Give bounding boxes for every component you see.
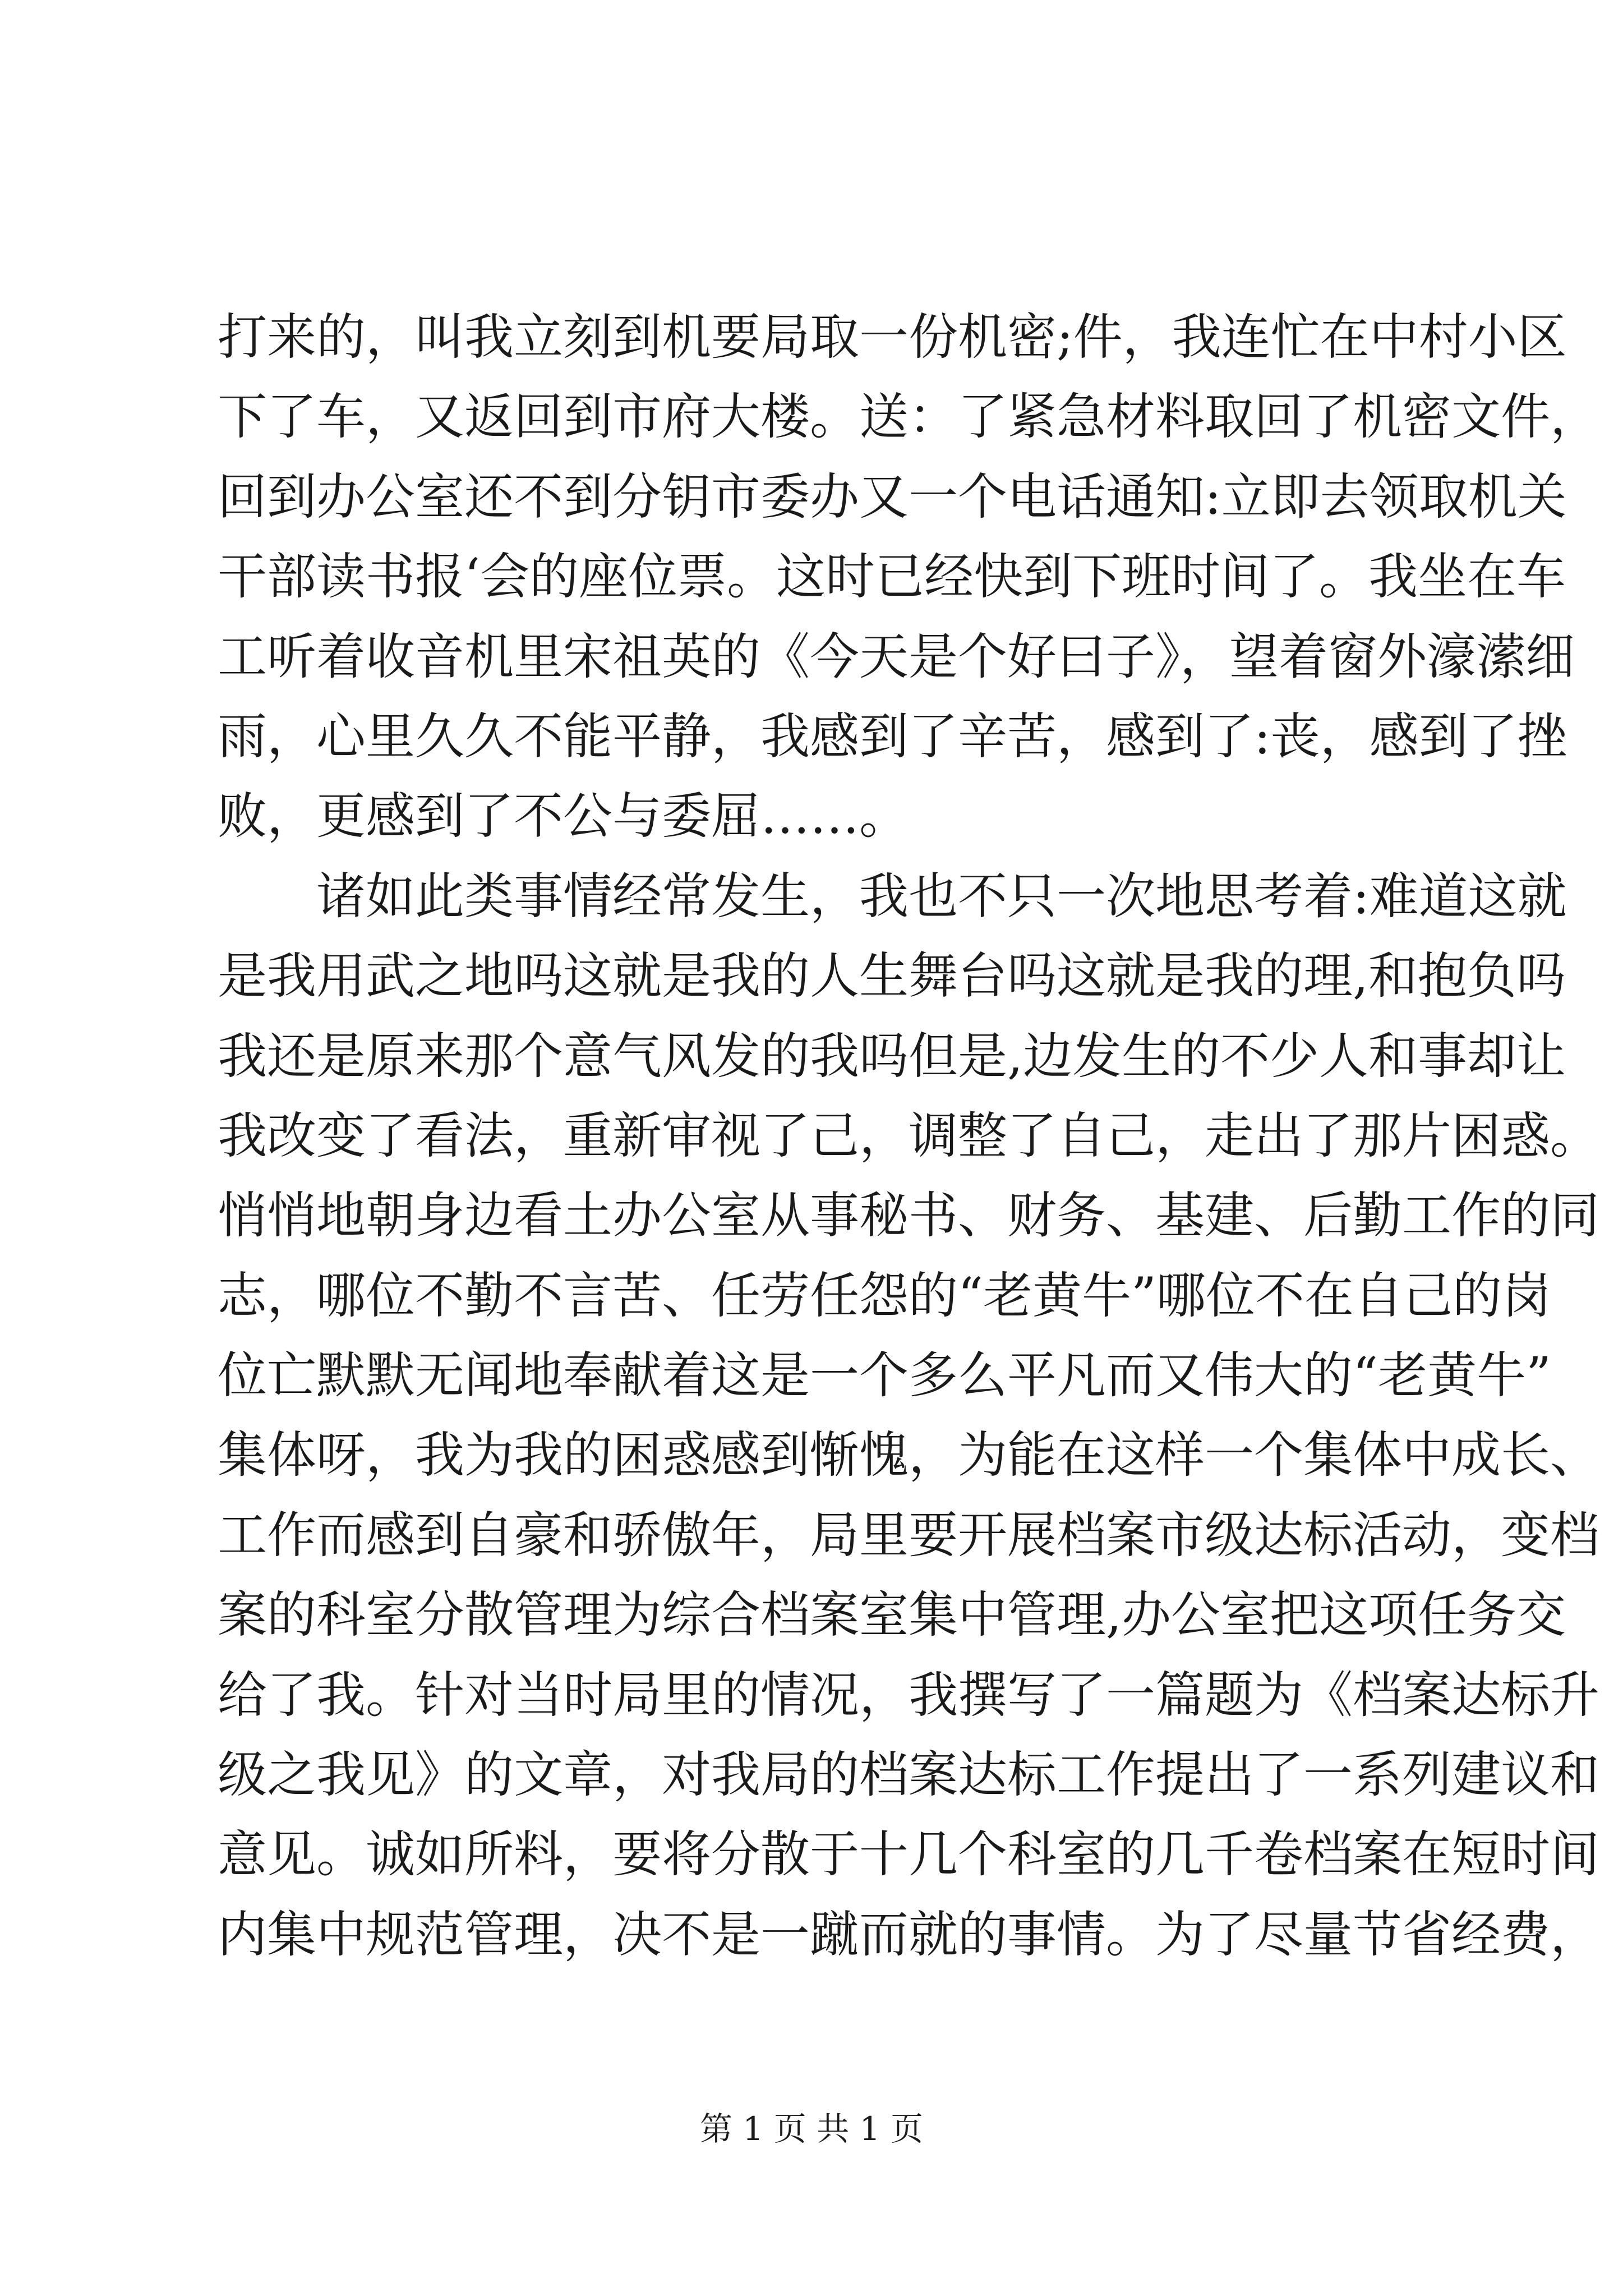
text-line: 雨，心里久久不能平静，我感到了辛苦，感到了:丧，感到了挫 <box>218 707 1567 765</box>
text-line: 打来的，叫我立刻到机要局取一份机密;件，我连忙在中村小区 <box>218 308 1567 366</box>
text-line: 意见。诚如所料，要将分散于十几个科室的几千卷档案在短时间 <box>218 1825 1600 1884</box>
text-line: 我改变了看法，重新审视了己，调整了自己，走出了那片困惑。 <box>218 1106 1600 1165</box>
text-line: 级之我见》的文章，对我局的档案达标工作提出了一系列建议和 <box>218 1746 1600 1804</box>
text-line: 工听着收音机里宋祖英的《今天是个好曰子》，望着窗外濠潆细 <box>218 627 1575 685</box>
text-line: 案的科室分散管理为综合档案室集中管理,办公室把这项任务交 <box>218 1586 1566 1644</box>
text-line: 给了我。针对当时局里的情况，我撰写了一篇题为《档案达标升 <box>218 1665 1600 1724</box>
text-line: 工作而感到自豪和骄傲年，局里要开展档案市级达标活动，变档 <box>218 1506 1600 1564</box>
text-line: 诸如此类事情经常发生，我也不只一次地思考着:难道这就 <box>316 867 1567 925</box>
text-line: 集体呀，我为我的困惑感到惭愧，为能在这样一个集体中成长、 <box>218 1426 1600 1484</box>
document-body <box>218 297 1600 1975</box>
page-footer: 第 1 页 共 1 页 <box>700 2110 923 2148</box>
text-line: 下了车，又返回到市府大楼。送：了紧急材料取回了机密文件， <box>218 388 1600 446</box>
text-line: 位亡默默无闻地奉献着这是一个多么平凡而又伟大的“老黄牛” <box>218 1346 1551 1405</box>
text-line: 回到办公室还不到分钥市委办又一个电话通知:立即去领取机关 <box>218 467 1567 526</box>
text-line: 是我用武之地吗这就是我的人生舞台吗这就是我的理,和抱负吗 <box>218 947 1566 1005</box>
text-line: 志，哪位不勤不言苦、任劳任怨的“老黄牛”哪位不在自己的岗 <box>218 1266 1551 1324</box>
text-line: 悄悄地朝身边看土办公室从事秘书、财务、基建、后勤工作的同 <box>218 1186 1600 1245</box>
text-line: 败，更感到了不公与委屈……。 <box>218 787 909 845</box>
text-line: 内集中规范管理，决不是一蹴而就的事情。为了尽量节省经费， <box>218 1905 1600 1963</box>
text-line: 干部读书报‘会的座位票。这时已经快到下班时间了。我坐在车 <box>218 547 1566 606</box>
text-line: 我还是原来那个意气风发的我吗但是,边发生的不少人和事却让 <box>218 1027 1566 1085</box>
